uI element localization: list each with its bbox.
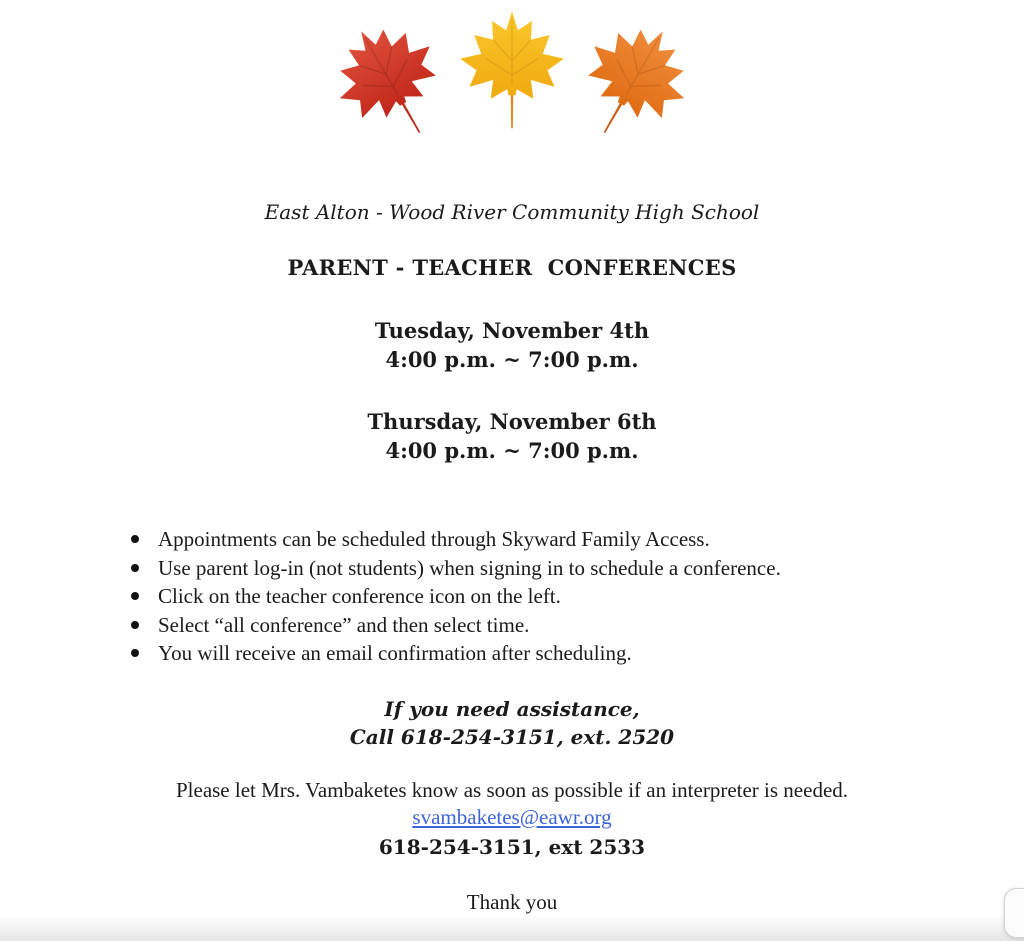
page-title: PARENT - TEACHER CONFERENCES: [287, 255, 737, 280]
instruction-text: Click on the teacher conference icon on the left.: [158, 584, 561, 608]
email-row: [0, 804, 1024, 833]
assistance-note: [0, 695, 1024, 751]
instruction-text: You will receive an email confirmation after scheduling.: [158, 641, 632, 665]
session-time: 4:00 p.m. ~ 7:00 p.m.: [385, 438, 639, 463]
interpreter-note: Please let Mrs. Vambaketes know as soon as possible if an interpreter is needed.: [175, 777, 849, 802]
session-day: Tuesday, November 4th: [374, 318, 650, 343]
list-item: [131, 525, 1024, 554]
instruction-text: Appointments can be scheduled through Skyward Family Access.: [158, 527, 710, 551]
page-bottom-edge: [0, 915, 1024, 941]
yellow-maple-leaf-icon: [453, 8, 571, 134]
bullet-icon: [131, 564, 139, 572]
bullet-icon: [131, 535, 139, 543]
closing-text: Thank you: [466, 889, 558, 914]
assistance-line1: If you need assistance,: [384, 696, 640, 721]
contact-phone: 618-254-3151, ext 2533: [378, 834, 646, 859]
instruction-text: Use parent log-in (not students) when signing in to schedule a conference.: [158, 555, 781, 580]
session-day: Thursday, November 6th: [367, 409, 657, 434]
school-name: East Alton - Wood River Community High School: [264, 200, 760, 224]
floating-widget[interactable]: [1004, 888, 1024, 938]
list-item: [131, 611, 1024, 640]
bullet-icon: [131, 649, 139, 657]
assistance-phone: Call 618-254-3151, ext. 2520: [349, 724, 675, 749]
bullet-icon: [131, 621, 139, 629]
conference-schedule: [0, 316, 1024, 465]
instructions-list: [131, 525, 1024, 668]
autumn-leaves-graphic: [0, 0, 1024, 142]
orange-maple-leaf-icon: [550, 0, 715, 167]
email-link[interactable]: svambaketes@eawr.org: [412, 804, 612, 829]
bullet-icon: [131, 592, 139, 600]
list-item: [131, 639, 1024, 668]
conference-session: [0, 407, 1024, 465]
instruction-text: Select “all conference” and then select time.: [158, 612, 530, 637]
red-maple-leaf-icon: [308, 0, 473, 167]
list-item: [131, 582, 1024, 611]
list-item: [131, 554, 1024, 583]
conference-session: [0, 316, 1024, 374]
session-time: 4:00 p.m. ~ 7:00 p.m.: [385, 347, 639, 372]
